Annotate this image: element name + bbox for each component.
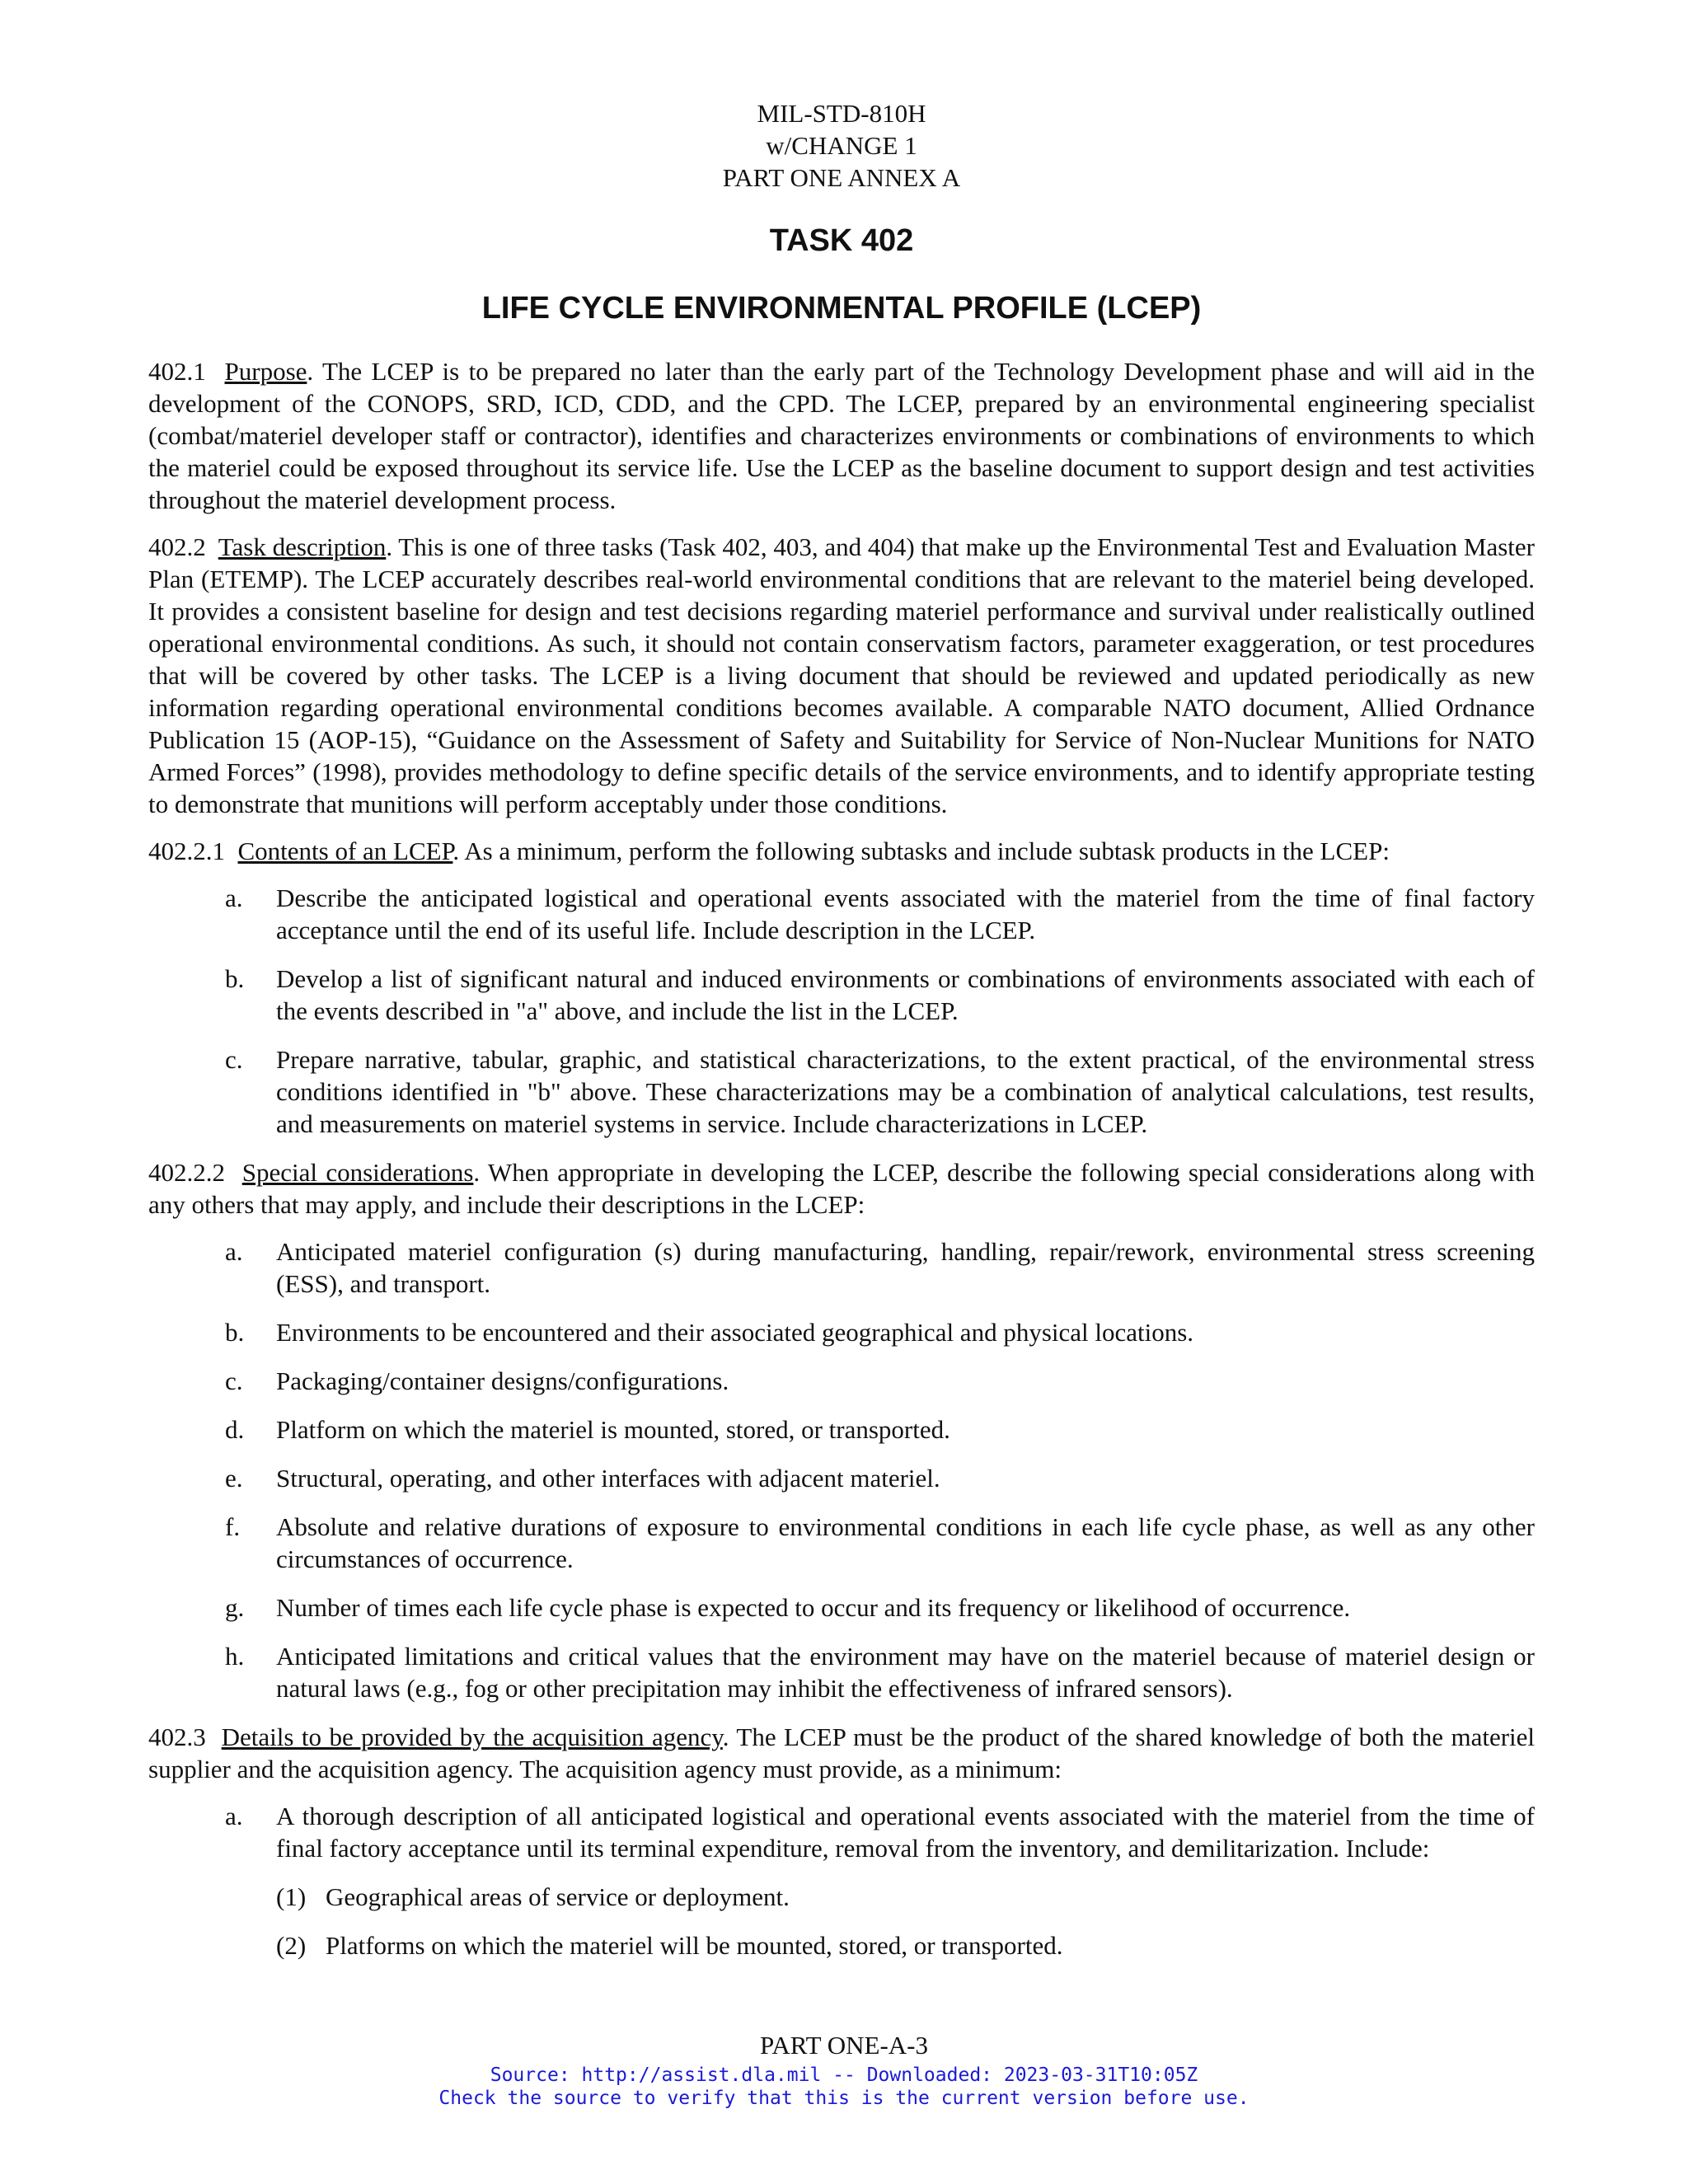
sub-list-item — [148, 1929, 1535, 1961]
list-label: a. — [225, 1237, 243, 1266]
header-part: PART ONE ANNEX A — [722, 163, 961, 192]
section-number: 402.2 — [148, 532, 206, 561]
list-label: (2) — [276, 1931, 307, 1960]
section-number: 402.3 — [148, 1722, 206, 1751]
list-text: Packaging/container designs/configurations. — [276, 1366, 729, 1395]
list-text: Structural, operating, and other interfaces with adjacent materiel. — [276, 1464, 940, 1493]
header-standard: MIL-STD-810H — [757, 99, 926, 128]
section-402-2 — [148, 531, 1535, 820]
section-402-3 — [148, 1721, 1535, 1785]
source-line: Source: http://assist.dla.mil -- Downloaded: 2023-03-31T10:05Z — [490, 2064, 1198, 2086]
list-item — [148, 1640, 1535, 1704]
list-item — [148, 1316, 1535, 1348]
list-text: Describe the anticipated logistical and operational events associated with the materiel from the time of final factory acceptance until the end of its useful life. Include description in the LCEP. — [276, 883, 1535, 944]
section-number: 402.2.2 — [148, 1158, 225, 1187]
verify-line: Check the source to verify that this is the current version before use. — [438, 2088, 1250, 2109]
list-item — [148, 1235, 1535, 1300]
list-text: Geographical areas of service or deployment. — [326, 1882, 790, 1911]
section-number: 402.1 — [148, 357, 206, 386]
list-label: a. — [225, 883, 243, 912]
list-text: Absolute and relative durations of exposure to environmental conditions in each life cycle phase, as well as any other circumstances of occurrence. — [276, 1512, 1535, 1573]
list-item — [148, 882, 1535, 946]
list-item — [148, 1462, 1535, 1494]
list-text: Platform on which the materiel is mounted, stored, or transported. — [276, 1415, 950, 1444]
section-text: . The LCEP must be the product of the shared knowledge of both the materiel supplier and the acquisition agency. The acquisition agency must provide, as a minimum: — [148, 1722, 1536, 1783]
list-label: g. — [225, 1593, 245, 1622]
list-label: b. — [225, 1318, 245, 1347]
list-text: Anticipated limitations and critical values that the environment may have on the materiel because of materiel design or natural laws (e.g., fog or other precipitation may inhibit the effectiveness of infrared sensors). — [276, 1642, 1535, 1703]
list-item — [148, 1800, 1535, 1864]
list-text: Anticipated materiel configuration (s) during manufacturing, handling, repair/rework, environmental stress screening (ESS), and transport. — [276, 1237, 1535, 1298]
list-label: h. — [225, 1642, 245, 1671]
document-header — [148, 97, 1535, 194]
section-heading: Details to be provided by the acquisition agency — [221, 1722, 723, 1751]
list-item — [148, 1591, 1535, 1624]
list-text: Environments to be encountered and their associated geographical and physical locations. — [276, 1318, 1194, 1347]
source-notice — [0, 2064, 1688, 2110]
section-text: . The LCEP is to be prepared no later than the early part of the Technology Development phase and will aid in the development of the CONOPS, SRD, ICD, CDD, and the CPD. The LCEP, prepared by an environmental engineering specialist (combat/materiel developer staff or contractor), identifies and characterizes environments or combinations of environments to which the materiel could be exposed throughout its service life. Use the LCEP as the baseline document to support design and test activities throughout the materiel development process. — [148, 357, 1535, 514]
list-label: c. — [225, 1366, 243, 1395]
document-title: LIFE CYCLE ENVIRONMENTAL PROFILE (LCEP) — [481, 291, 1202, 326]
task-heading: TASK 402 — [769, 223, 914, 258]
list-label: d. — [225, 1415, 245, 1444]
list-item — [148, 1511, 1535, 1575]
list-item — [148, 1365, 1535, 1397]
document-page — [148, 97, 1535, 1978]
list-text: Platforms on which the materiel will be mounted, stored, or transported. — [326, 1931, 1063, 1960]
section-heading: Task description — [218, 532, 387, 561]
list-label: e. — [225, 1464, 243, 1493]
list-label: c. — [225, 1045, 243, 1074]
sub-list-item — [148, 1881, 1535, 1913]
list-text: Develop a list of significant natural and induced environments or combinations of environments associated with each of the events described in "a" above, and include the list in the LCEP. — [276, 964, 1535, 1025]
list-item — [148, 1043, 1535, 1140]
section-402-2-2 — [148, 1156, 1535, 1221]
section-text: . When appropriate in developing the LCEP, describe the following special considerations along with any others that may apply, and include their descriptions in the LCEP: — [148, 1158, 1536, 1219]
section-heading: Contents of an LCEP — [237, 837, 453, 865]
section-text: . As a minimum, perform the following subtasks and include subtask products in the LCEP: — [452, 837, 1390, 865]
list-text: Prepare narrative, tabular, graphic, and statistical characterizations, to the extent practical, of the environmental stress conditions identified in "b" above. These characterizations may be a combination of analytical calculations, test results, and measurements on materiel systems in service. Include characterizations in LCEP. — [276, 1045, 1535, 1138]
section-number: 402.2.1 — [148, 837, 225, 865]
list-label: (1) — [276, 1882, 307, 1911]
list-item — [148, 1413, 1535, 1446]
list-text: Number of times each life cycle phase is expected to occur and its frequency or likelihood of occurrence. — [276, 1593, 1351, 1622]
header-change: w/CHANGE 1 — [766, 131, 917, 160]
list-label: b. — [225, 964, 245, 993]
page-number: PART ONE-A-3 — [760, 2031, 928, 2060]
list-text: A thorough description of all anticipated logistical and operational events associated with the materiel from the time of final factory acceptance until its terminal expenditure, removal from the inventory, and demilitarization. Include: — [276, 1802, 1535, 1863]
list-label: f. — [225, 1512, 241, 1541]
list-item — [148, 963, 1535, 1027]
section-heading: Purpose — [224, 357, 307, 386]
section-text: . This is one of three tasks (Task 402, 403, and 404) that make up the Environmental Test and Evaluation Master Plan (ETEMP). The LCEP accurately describes real-world environmental conditions that are relevant to the materiel being developed. It provides a consistent baseline for design and test decisions regarding materiel performance and survival under realistically outlined operational environmental conditions. As such, it should not contain conservatism factors, parameter exaggeration, or test procedures that will be covered by other tasks. The LCEP is a living document that should be reviewed and updated periodically as new information regarding operational environmental conditions becomes available. A comparable NATO document, Allied Ordnance Publication 15 (AOP-15), “Guidance on the Assessment of Safety and Suitability for Service of Non-Nuclear Munitions for NATO Armed Forces” (1998), provides methodology to define specific details of the service environments, and to identify appropriate testing to demonstrate that munitions will perform acceptably under those conditions. — [148, 532, 1535, 818]
list-label: a. — [225, 1802, 243, 1830]
section-402-2-1 — [148, 835, 1535, 867]
section-heading: Special considerations — [241, 1158, 474, 1187]
section-402-1 — [148, 355, 1535, 516]
